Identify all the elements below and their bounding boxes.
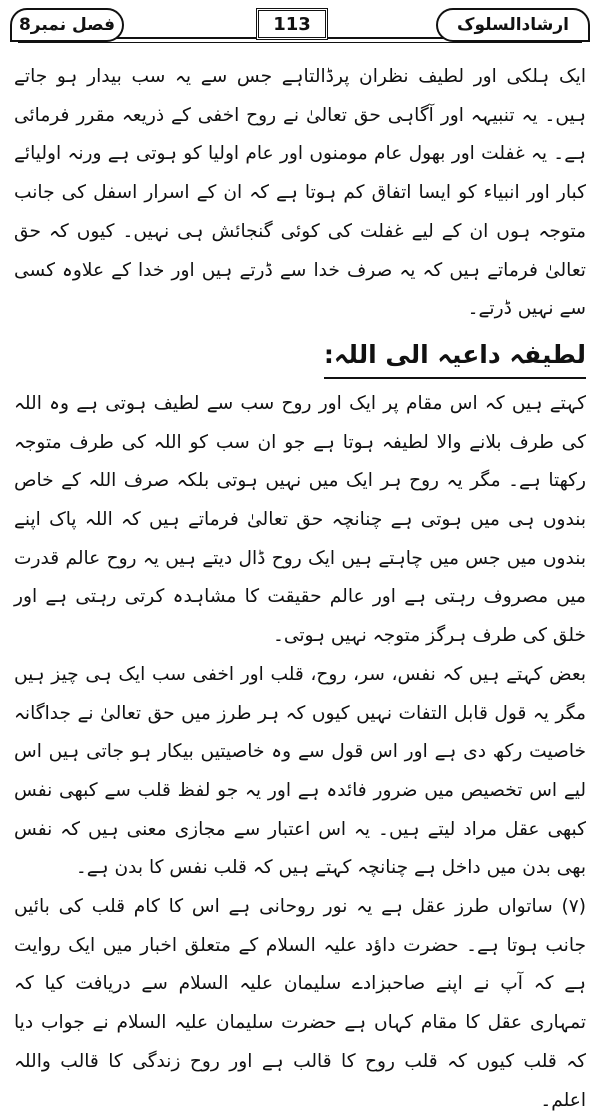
body-paragraph: بعض کہتے ہیں کہ نفس، سر، روح، قلب اور اخفی سب ایک ہی چیز ہیں مگر یہ قول قابل التفات نہیں کیوں کہ ہر طرز میں حق تعالیٰ نے جداگانہ خاصیت رکھ دی ہے اور اس قول سے وہ خاصیتیں بیکار ہو جاتی ہیں اس لیے اس تخصیص میں ضرور فائدہ ہے اور یہ جو لفظ قلب سے کبھی نفس کبھی عقل مراد لیتے ہیں۔ یہ اس اعتبار سے مجازی معنی ہیں کہ نفس بھی بدن میں داخل ہے چنانچہ کہتے ہیں کہ قلب نفس کا بدن ہے۔ bbox=[14, 663, 586, 879]
section-heading-text: لطیفہ داعیہ الی اللہ: bbox=[324, 335, 586, 379]
body-paragraph: (۷) ساتواں طرز عقل ہے یہ نور روحانی ہے اس کا کام قلب کی بائیں جانب ہوتا ہے۔ حضرت داؤد علیہ السلام کے متعلق اخبار میں ایک روایت ہے کہ آپ نے اپنے صاحبزادے سلیمان علیہ السلام سے دریافت کیا کہ تمہاری عقل کا مقام کہاں ہے حضرت سلیمان علیہ السلام نے جواب دیا کہ قلب کیوں کہ قلب روح کا قالب ہے اور روح زندگی کا قالب واللہ اعلم۔ bbox=[14, 896, 586, 1111]
body-paragraph: ایک ہلکی اور لطیف نظران پرڈالتاہے جس سے یہ سب بیدار ہو جاتے ہیں۔ یہ تنبیہہ اور آگاہی حق تعالیٰ نے روح اخفی کے ذریعہ مقرر فرمائی ہے۔ یہ غفلت اور بھول عام مومنوں اور عام اولیا کو ہوتی ہے ورنہ اولیائے کبار اور انبیاء کو ایسا اتفاق کم ہوتا ہے کہ ان کے اسرار اسفل کی جانب متوجہ ہوں ان کے لیے غفلت کی کوئی گنجائش ہی نہیں۔ کیوں کہ حق تعالیٰ فرماتے ہیں کہ یہ صرف خدا سے ڈرتے ہیں اور خدا کے علاوہ کسی سے نہیں ڈرتے۔ bbox=[14, 66, 586, 320]
chapter-label: فصل نمبر8 bbox=[10, 8, 124, 42]
page-content bbox=[14, 58, 586, 1120]
body-paragraph: کہتے ہیں کہ اس مقام پر ایک اور روح سب سے لطیف ہوتی ہے وہ اللہ کی طرف بلانے والا لطیفہ ہوتا ہے جو ان سب کو اللہ کی طرف متوجہ رکھتا ہے۔ مگر یہ روح ہر ایک میں نہیں ہوتی بلکہ صرف اللہ کے خاص بندوں ہی میں ہوتی ہے چنانچہ حق تعالیٰ فرماتے ہیں کہ اللہ پاک اپنے بندوں میں جس میں چاہتے ہیں ایک روح ڈال دیتے ہیں یہ روح عالم قدرت میں مصروف رہتی ہے اور عالم حقیقت کا مشاہدہ کرتی رہتی ہے اور خلق کی طرف ہرگز متوجہ نہیں ہوتی۔ bbox=[14, 392, 586, 647]
book-title: ارشادالسلوک bbox=[436, 8, 590, 42]
header-rule-thin bbox=[18, 42, 582, 43]
section-heading bbox=[14, 335, 586, 379]
page-number: 113 bbox=[256, 8, 328, 40]
page-header bbox=[10, 8, 590, 48]
